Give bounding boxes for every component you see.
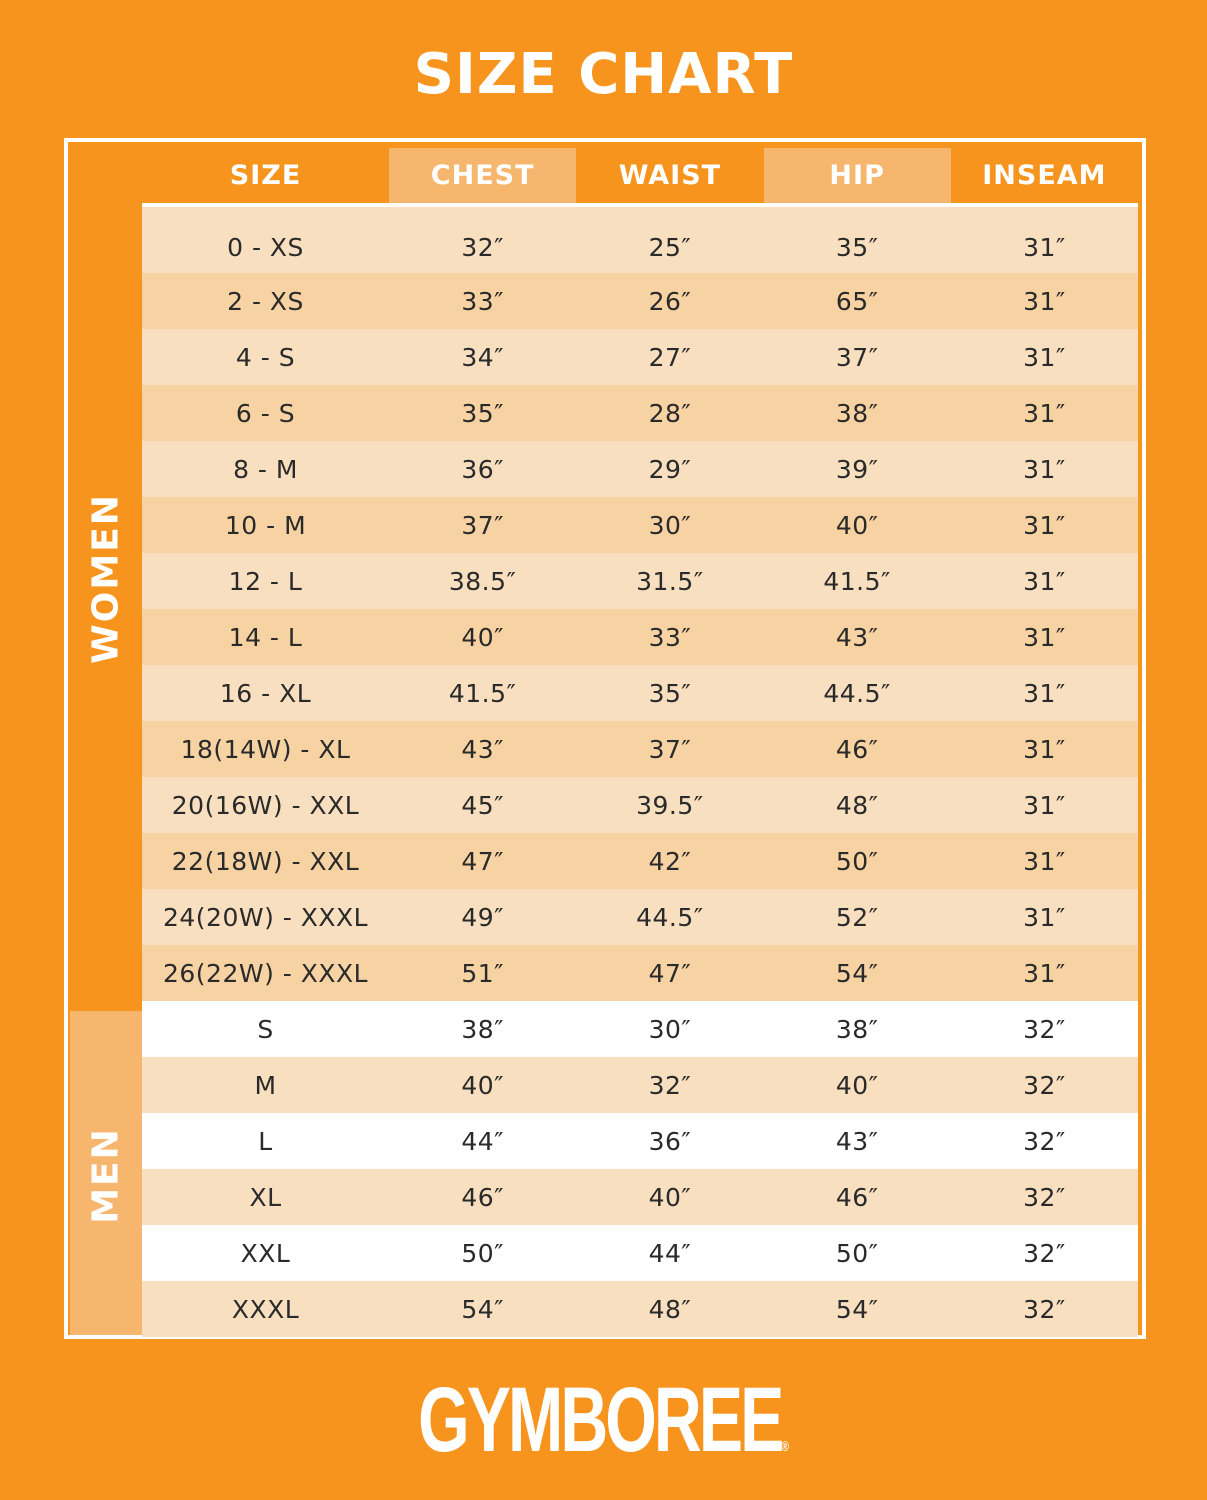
table-cell: 50″ <box>835 1238 879 1268</box>
table-cell: S <box>257 1014 274 1044</box>
header-size: SIZE <box>142 148 389 203</box>
table-cell: 48″ <box>835 790 879 820</box>
table-cell: 32″ <box>1023 1070 1066 1100</box>
table-cell: 50″ <box>835 846 879 876</box>
table-cell: 32″ <box>648 1070 692 1100</box>
table-cell: 31″ <box>1023 454 1066 484</box>
table-cell: L <box>258 1126 273 1156</box>
table-cell: 31″ <box>1023 958 1066 988</box>
table-cell: 32″ <box>461 232 504 262</box>
table-cell: 32″ <box>1023 1014 1066 1044</box>
table-cell: 54″ <box>835 1294 879 1324</box>
table-cell: 32″ <box>1023 1182 1066 1212</box>
table-cell: 44.5″ <box>636 902 704 932</box>
brand-logo <box>169 1370 1038 1470</box>
table-cell: 51″ <box>461 958 504 988</box>
table-cell: 31.5″ <box>636 566 704 596</box>
table-cell: XXL <box>240 1238 291 1268</box>
table-cell: 26(22W) - XXXL <box>162 958 369 988</box>
table-cell: 46″ <box>835 1182 879 1212</box>
table-cell: 37″ <box>461 510 504 540</box>
table-cell: 32″ <box>1023 1126 1066 1156</box>
table-cell: 39.5″ <box>636 790 704 820</box>
table-row <box>142 1001 1138 1057</box>
table-row <box>142 777 1138 833</box>
table-cell: 46″ <box>461 1182 504 1212</box>
table-cell: 31″ <box>1023 734 1066 764</box>
table-row <box>142 1057 1138 1113</box>
table-row <box>142 721 1138 777</box>
table-row <box>142 497 1138 553</box>
table-cell: 10 - M <box>224 510 307 540</box>
table-row <box>142 553 1138 609</box>
table-cell: 40″ <box>648 1182 692 1212</box>
table-row <box>142 441 1138 497</box>
table-row <box>142 1225 1138 1281</box>
table-cell: 40″ <box>461 1070 504 1100</box>
table-cell: 32″ <box>1023 1238 1066 1268</box>
table-cell: 31″ <box>1023 790 1066 820</box>
table-cell: M <box>254 1070 277 1100</box>
table-cell: 26″ <box>648 286 692 316</box>
table-cell: 31″ <box>1023 902 1066 932</box>
table-cell: 40″ <box>835 510 879 540</box>
table-cell: 33″ <box>648 622 692 652</box>
table-row <box>142 609 1138 665</box>
table-cell: 45″ <box>461 790 504 820</box>
table-row <box>142 945 1138 1001</box>
table-cell: 54″ <box>835 958 879 988</box>
table-row <box>142 1169 1138 1225</box>
table-cell: 43″ <box>461 734 504 764</box>
table-cell: 16 - XL <box>219 678 312 708</box>
table-cell: 30″ <box>648 1014 692 1044</box>
table-body <box>142 207 1138 1337</box>
table-cell: 43″ <box>835 1126 879 1156</box>
table-cell: 12 - L <box>228 566 303 596</box>
table-cell: 47″ <box>461 846 504 876</box>
table-cell: 38″ <box>835 1014 879 1044</box>
table-row <box>142 385 1138 441</box>
table-row <box>142 665 1138 721</box>
table-cell: 65″ <box>835 286 879 316</box>
table-cell: 42″ <box>648 846 692 876</box>
table-row <box>142 273 1138 329</box>
table-cell: 54″ <box>461 1294 504 1324</box>
men-section-label: MEN <box>85 1127 127 1224</box>
table-cell: 34″ <box>461 342 504 372</box>
table-cell: 44.5″ <box>823 678 891 708</box>
table-cell: 38″ <box>835 398 879 428</box>
table-cell: 37″ <box>835 342 879 372</box>
table-header <box>142 148 1138 203</box>
header-waist: WAIST <box>576 148 763 203</box>
table-cell: 20(16W) - XXL <box>171 790 360 820</box>
men-section-label-bar <box>70 1011 142 1335</box>
table-cell: 27″ <box>648 342 692 372</box>
table-cell: 28″ <box>648 398 692 428</box>
table-cell: 31″ <box>1023 622 1066 652</box>
table-cell: XL <box>249 1182 282 1212</box>
table-cell: 35″ <box>835 232 879 262</box>
page-title: SIZE CHART <box>413 42 794 107</box>
table-cell: 31″ <box>1023 398 1066 428</box>
table-cell: 48″ <box>648 1294 692 1324</box>
table-cell: 40″ <box>835 1070 879 1100</box>
table-cell: 36″ <box>461 454 504 484</box>
table-cell: 52″ <box>835 902 879 932</box>
women-section-label-bar <box>70 148 142 1011</box>
table-cell: 41.5″ <box>823 566 891 596</box>
table-cell: 0 - XS <box>227 232 304 262</box>
brand-name: GYMBOREE <box>418 1369 782 1471</box>
table-cell: 38″ <box>461 1014 504 1044</box>
table-cell: 31″ <box>1023 232 1066 262</box>
table-cell: 31″ <box>1023 286 1066 316</box>
table-cell: 33″ <box>461 286 504 316</box>
table-cell: 36″ <box>648 1126 692 1156</box>
table-cell: 43″ <box>835 622 879 652</box>
table-cell: 24(20W) - XXXL <box>162 902 369 932</box>
table-cell: 22(18W) - XXL <box>171 846 360 876</box>
table-cell: 35″ <box>648 678 692 708</box>
table-cell: 35″ <box>461 398 504 428</box>
table-cell: 44″ <box>648 1238 692 1268</box>
table-cell: 8 - M <box>233 454 298 484</box>
brand-registered-mark: ® <box>781 1438 789 1454</box>
header-chest: CHEST <box>389 148 576 203</box>
table-cell: 44″ <box>461 1126 504 1156</box>
table-cell: 14 - L <box>228 622 303 652</box>
size-chart-table <box>64 138 1146 1339</box>
table-cell: 30″ <box>648 510 692 540</box>
table-cell: 46″ <box>835 734 879 764</box>
table-cell: 29″ <box>648 454 692 484</box>
table-row <box>142 1113 1138 1169</box>
table-cell: 18(14W) - XL <box>180 734 351 764</box>
table-cell: 2 - XS <box>227 286 304 316</box>
table-cell: 31″ <box>1023 342 1066 372</box>
table-cell: 6 - S <box>235 398 296 428</box>
table-cell: 32″ <box>1023 1294 1066 1324</box>
table-cell: 31″ <box>1023 846 1066 876</box>
table-cell: 40″ <box>461 622 504 652</box>
table-cell: 50″ <box>461 1238 504 1268</box>
table-cell: 49″ <box>461 902 504 932</box>
table-row <box>142 833 1138 889</box>
table-cell: 37″ <box>648 734 692 764</box>
table-cell: 41.5″ <box>448 678 517 708</box>
table-cell: 39″ <box>835 454 879 484</box>
table-cell: 31″ <box>1023 678 1066 708</box>
header-inseam: INSEAM <box>951 148 1138 203</box>
table-cell: XXXL <box>231 1294 300 1324</box>
table-cell: 25″ <box>648 232 692 262</box>
table-row <box>142 207 1138 273</box>
table-cell: 4 - S <box>235 342 296 372</box>
women-section-label: WOMEN <box>85 493 127 664</box>
table-cell: 31″ <box>1023 566 1066 596</box>
table-row <box>142 1281 1138 1337</box>
table-cell: 31″ <box>1023 510 1066 540</box>
table-row <box>142 329 1138 385</box>
header-hip: HIP <box>764 148 951 203</box>
table-cell: 47″ <box>648 958 692 988</box>
table-cell: 38.5″ <box>448 566 517 596</box>
table-row <box>142 889 1138 945</box>
